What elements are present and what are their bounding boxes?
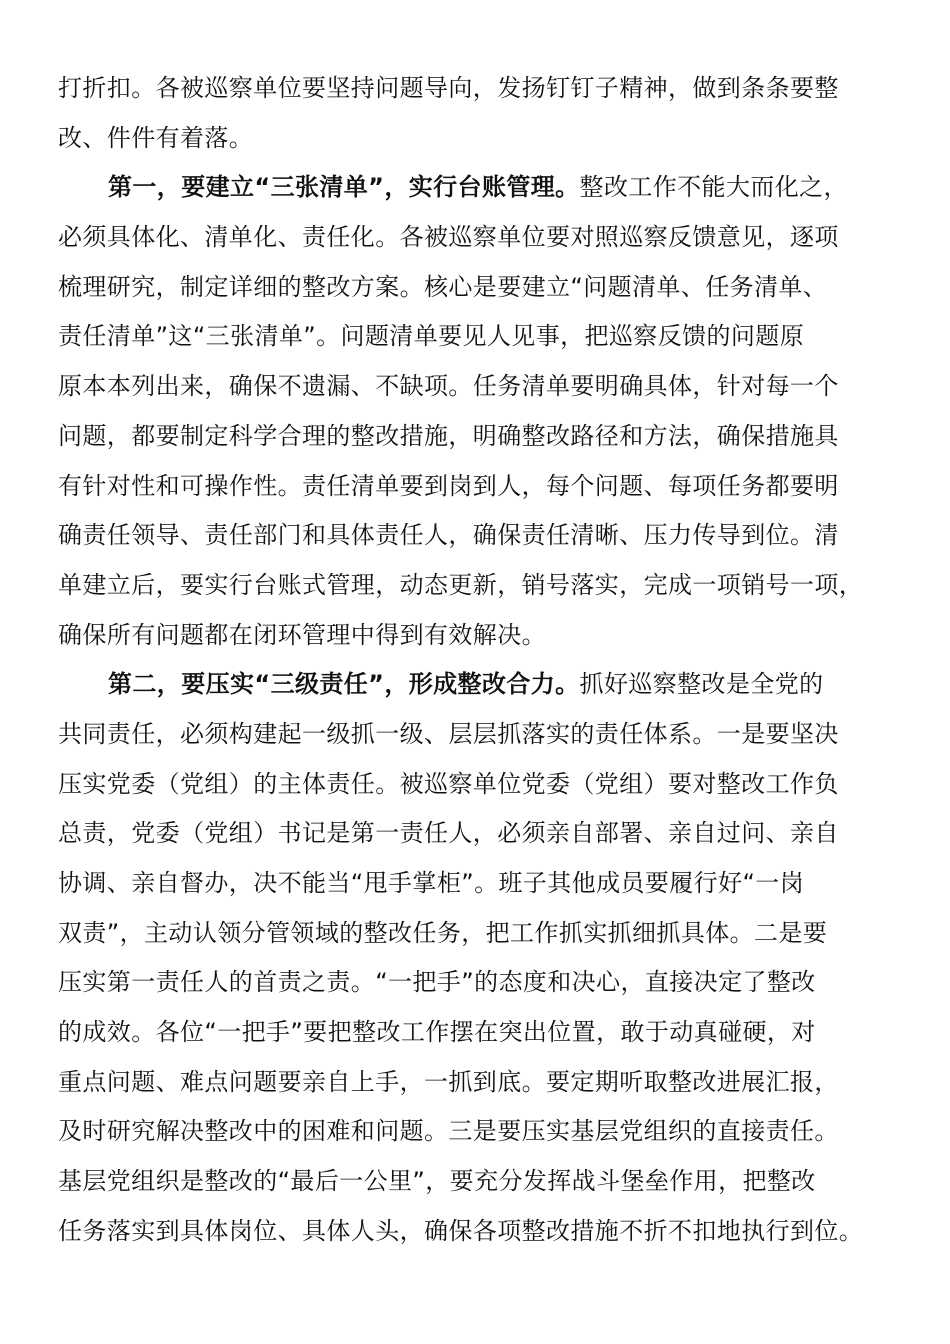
text-line: 任务落实到具体岗位、具体人头，确保各项整改措施不折不扣地执行到位。 — [58, 1216, 864, 1245]
text-line — [58, 660, 898, 710]
text-line: 总责，党委（党组）书记是第一责任人，必须亲自部署、亲自过问、亲自 — [58, 819, 839, 848]
paragraph-three-lists — [58, 163, 898, 660]
text-line: 基层党组织是整改的“最后一公里”，要充分发挥战斗堡垒作用，把整改 — [58, 1167, 816, 1196]
text-line — [58, 163, 898, 213]
text-line: 及时研究解决整改中的困难和问题。三是要压实基层党组织的直接责任。 — [58, 1117, 839, 1146]
paragraph-three-level-responsibility — [58, 660, 898, 1256]
text-line: 责任清单”这“三张清单”。问题清单要见人见事，把巡察反馈的问题原 — [58, 322, 805, 351]
paragraph-continuation — [58, 64, 898, 163]
text-run: 抓好巡察整改是全党的 — [579, 670, 824, 699]
text-line: 梳理研究，制定详细的整改方案。核心是要建立“问题清单、任务清单、 — [58, 272, 828, 301]
text-line: 必须具体化、清单化、责任化。各被巡察单位要对照巡察反馈意见，逐项 — [58, 223, 839, 252]
document-page — [58, 64, 898, 1257]
text-line: 有针对性和可操作性。责任清单要到岗到人，每个问题、每项任务都要明 — [58, 471, 839, 500]
text-line: 确保所有问题都在闭环管理中得到有效解决。 — [58, 620, 546, 649]
text-line: 双责”，主动认领分管领域的整改任务，把工作抓实抓细抓具体。二是要 — [58, 918, 828, 947]
text-run: 整改工作不能大而化之， — [579, 173, 848, 202]
text-line: 的成效。各位“一把手”要把整改工作摆在突出位置，敢于动真碰硬，对 — [58, 1018, 816, 1047]
text-line: 压实第一责任人的首责之责。“一把手”的态度和决心，直接决定了整改 — [58, 968, 816, 997]
text-line: 单建立后，要实行台账式管理，动态更新，销号落实，完成一项销号一项， — [58, 570, 864, 599]
text-line: 改、件件有着落。 — [58, 123, 254, 152]
text-line: 原本本列出来，确保不遗漏、不缺项。任务清单要明确具体，针对每一个 — [58, 372, 839, 401]
text-line: 问题，都要制定科学合理的整改措施，明确整改路径和方法，确保措施具 — [58, 421, 839, 450]
text-line: 打折扣。各被巡察单位要坚持问题导向，发扬钉钉子精神，做到条条要整 — [58, 74, 839, 102]
paragraph-heading: 第二，要压实“三级责任”，形成整改合力。 — [108, 670, 580, 699]
text-line: 共同责任，必须构建起一级抓一级、层层抓落实的责任体系。一是要坚决 — [58, 719, 839, 748]
text-line: 确责任领导、责任部门和具体责任人，确保责任清晰、压力传导到位。清 — [58, 521, 839, 550]
text-line: 压实党委（党组）的主体责任。被巡察单位党委（党组）要对整改工作负 — [58, 769, 839, 798]
paragraph-heading: 第一，要建立“三张清单”，实行台账管理。 — [108, 173, 580, 202]
text-line: 协调、亲自督办，决不能当“甩手掌柜”。班子其他成员要履行好“一岗 — [58, 869, 805, 897]
text-line: 重点问题、难点问题要亲自上手，一抓到底。要定期听取整改进展汇报， — [58, 1067, 839, 1096]
